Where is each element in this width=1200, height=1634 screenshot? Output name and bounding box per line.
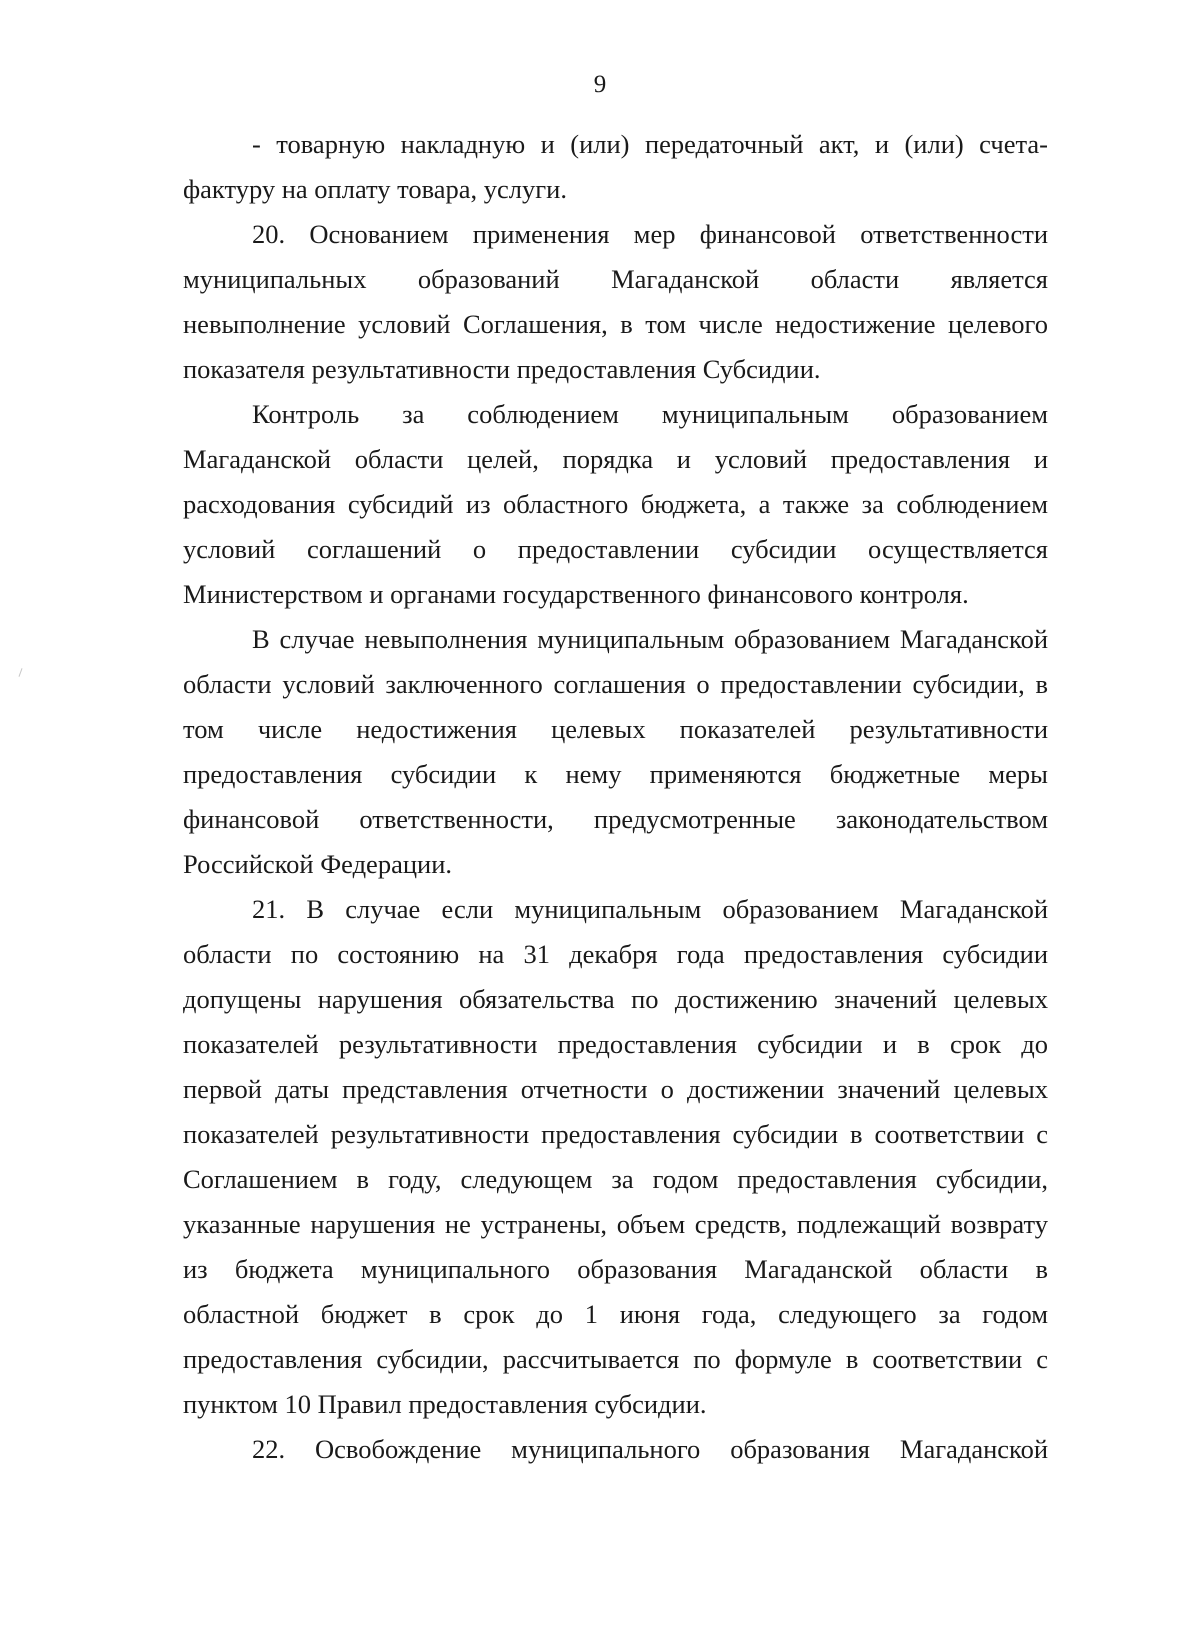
- text-line: Контроль за соблюдением муниципальным образованием: [252, 399, 1048, 429]
- text-line: 22. Освобождение муниципального образования Магаданской: [252, 1434, 1048, 1464]
- text-line: показателя результативности предоставления Субсидии.: [183, 354, 821, 384]
- text-line: 20. Основанием применения мер финансовой ответственности: [252, 219, 1048, 249]
- text-line: В случае невыполнения муниципальным образованием Магаданской: [252, 624, 1048, 654]
- text-line: фактуру на оплату товара, услуги.: [183, 174, 567, 204]
- text-line: муниципальных образований Магаданской области является: [183, 264, 1048, 294]
- text-line: допущены нарушения обязательства по достижению значений целевых: [183, 984, 1048, 1014]
- text-line: области условий заключенного соглашения о предоставлении субсидии, в: [183, 669, 1048, 699]
- text-line: первой даты представления отчетности о достижении значений целевых: [183, 1074, 1048, 1104]
- text-line: 21. В случае если муниципальным образованием Магаданской: [252, 894, 1048, 924]
- text-line: Соглашением в году, следующем за годом предоставления субсидии,: [183, 1164, 1048, 1194]
- page-number: 9: [593, 71, 607, 98]
- text-line: Российской Федерации.: [183, 849, 452, 879]
- text-line: Магаданской области целей, порядка и условий предоставления и: [183, 444, 1048, 474]
- text-line: показателей результативности предоставления субсидии и в срок до: [183, 1029, 1048, 1059]
- text-line: области по состоянию на 31 декабря года предоставления субсидии: [183, 939, 1048, 969]
- text-line: областной бюджет в срок до 1 июня года, следующего за годом: [183, 1299, 1048, 1329]
- text-line: условий соглашений о предоставлении субсидии осуществляется: [183, 534, 1048, 564]
- text-line: невыполнение условий Соглашения, в том числе недостижение целевого: [183, 309, 1048, 339]
- text-line: показателей результативности предоставления субсидии в соответствии с: [183, 1119, 1048, 1149]
- text-line: - товарную накладную и (или) передаточный акт, и (или) счета-: [252, 129, 1048, 159]
- text-line: Министерством и органами государственного финансового контроля.: [183, 579, 969, 609]
- scan-speck: [18, 668, 22, 677]
- text-line: предоставления субсидии к нему применяются бюджетные меры: [183, 759, 1048, 789]
- text-line: предоставления субсидии, рассчитывается по формуле в соответствии с: [183, 1344, 1048, 1374]
- text-line: из бюджета муниципального образования Магаданской области в: [183, 1254, 1048, 1284]
- text-line: расходования субсидий из областного бюджета, а также за соблюдением: [183, 489, 1048, 519]
- text-line: указанные нарушения не устранены, объем средств, подлежащий возврату: [183, 1209, 1048, 1239]
- text-line: финансовой ответственности, предусмотренные законодательством: [183, 804, 1048, 834]
- text-line: пунктом 10 Правил предоставления субсидии.: [183, 1389, 707, 1419]
- text-line: том числе недостижения целевых показателей результативности: [183, 714, 1048, 744]
